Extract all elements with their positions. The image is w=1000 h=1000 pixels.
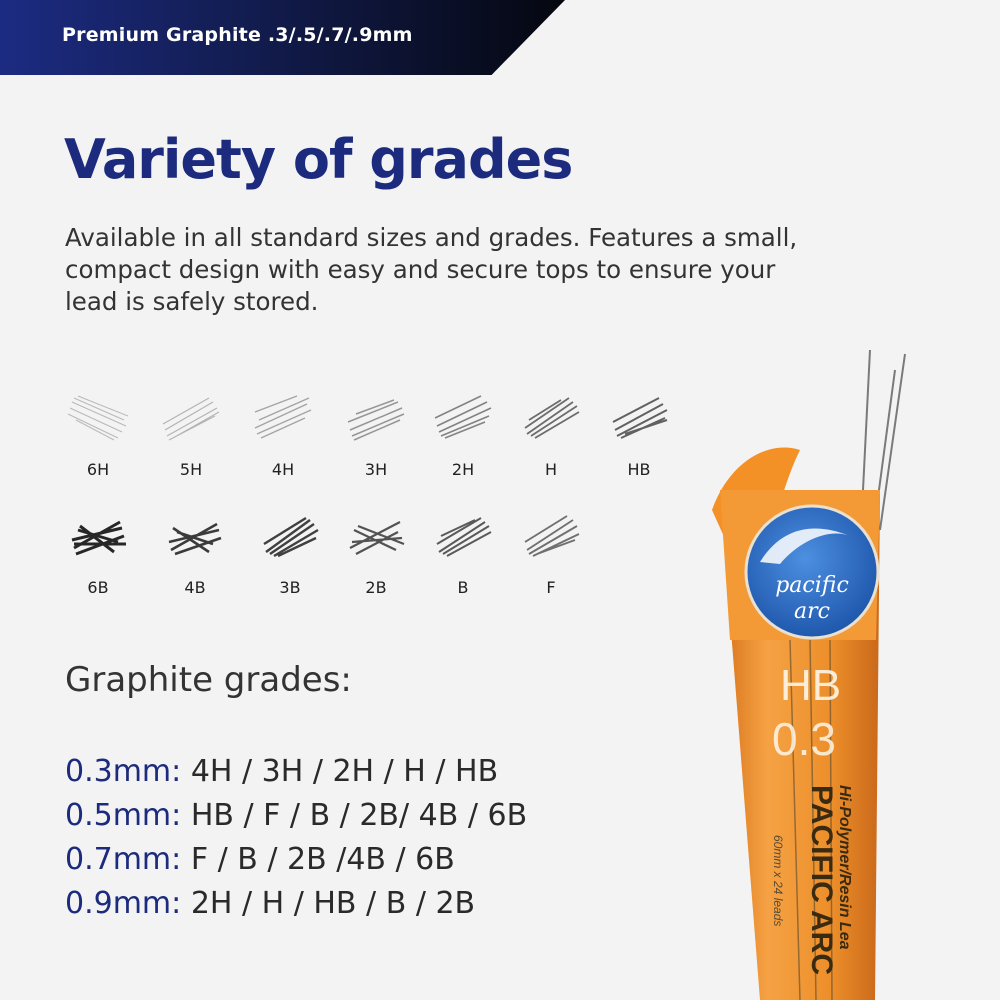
grade-size: 0.7mm:: [65, 842, 182, 877]
banner-title: Premium Graphite .3/.5/.7/.9mm: [62, 24, 413, 46]
tube-brand-text: PACIFIC ARC: [805, 785, 838, 975]
logo-text-line2: arc: [794, 599, 830, 624]
swatch-label: 3H: [364, 460, 388, 479]
scribble-icon: [429, 390, 497, 446]
swatch-label: 6H: [86, 460, 110, 479]
grade-swatch-6h: [58, 390, 138, 479]
swatch-label: 2H: [451, 460, 475, 479]
logo-text-line1: pacific: [775, 573, 849, 598]
swatch-label: 2B: [365, 578, 387, 597]
grade-size: 0.3mm:: [65, 754, 182, 789]
grade-swatch-5h: [151, 390, 231, 479]
scribble-icon: [342, 508, 410, 564]
swatch-label: 5H: [179, 460, 203, 479]
grade-size: 0.5mm:: [65, 798, 182, 833]
swatch-label: 3B: [279, 578, 301, 597]
lead-tube-product: [690, 340, 980, 1000]
grade-swatch-4b: [155, 508, 235, 597]
scribble-icon: [605, 390, 673, 446]
grade-row: [65, 750, 527, 794]
grade-values: 2H / H / HB / B / 2B: [190, 886, 476, 921]
swatch-label: H: [544, 460, 558, 479]
grade-swatch-2h: [423, 390, 503, 479]
tube-side-text: Hi-Polymer/Resin Lea: [836, 785, 853, 950]
grade-row: [65, 838, 527, 882]
scribble-icon: [256, 508, 324, 564]
swatch-label: 6B: [87, 578, 109, 597]
page-description: Available in all standard sizes and grades. Features a small, compact design with easy and secure tops to ensure your lead is safely stored.: [65, 223, 798, 316]
scribble-icon: [517, 390, 585, 446]
tube-grade-label: HB: [780, 661, 842, 710]
tube-size-label: 0.3: [772, 713, 836, 765]
grade-swatch-h: [511, 390, 591, 479]
scribble-icon: [64, 390, 132, 446]
grade-swatch-b: [423, 508, 503, 597]
grade-row: [65, 794, 527, 838]
grade-row: [65, 882, 527, 926]
grade-swatch-6b: [58, 508, 138, 597]
scribble-icon: [429, 508, 497, 564]
grade-values: HB / F / B / 2B/ 4B / 6B: [190, 798, 528, 833]
grade-swatch-f: [511, 508, 591, 597]
swatch-label: F: [546, 578, 556, 597]
swatch-label: B: [457, 578, 469, 597]
tube-spec-text: 60mm x 24 leads: [771, 835, 785, 927]
scribble-icon: [342, 390, 410, 446]
swatch-label: HB: [627, 460, 651, 479]
grade-swatch-hb: [599, 390, 679, 479]
grade-size: 0.9mm:: [65, 886, 182, 921]
graphite-grades-heading: Graphite grades:: [65, 660, 352, 700]
grade-values: F / B / 2B /4B / 6B: [190, 842, 455, 877]
scribble-icon: [64, 508, 132, 564]
scribble-icon: [517, 508, 585, 564]
page-headline: Variety of grades: [64, 128, 573, 191]
graphite-grades-list: [65, 750, 527, 926]
grade-swatch-3b: [250, 508, 330, 597]
swatch-label: 4H: [271, 460, 295, 479]
swatch-label: 4B: [184, 578, 206, 597]
grade-values: 4H / 3H / 2H / H / HB: [190, 754, 499, 789]
scribble-icon: [161, 508, 229, 564]
grade-swatch-3h: [336, 390, 416, 479]
grade-swatch-4h: [243, 390, 323, 479]
scribble-icon: [249, 390, 317, 446]
scribble-icon: [157, 390, 225, 446]
grade-swatch-2b: [336, 508, 416, 597]
